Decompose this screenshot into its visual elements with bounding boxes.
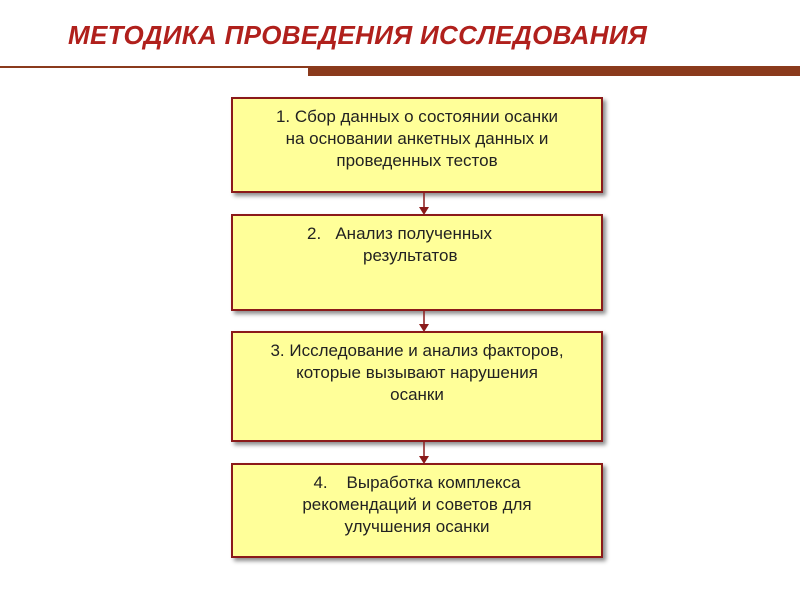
step-1-line-3: проведенных тестов bbox=[336, 151, 498, 170]
step-box-2 bbox=[231, 214, 603, 311]
step-4-line-1: 4. Выработка комплекса bbox=[313, 473, 521, 492]
step-box-4 bbox=[231, 463, 603, 558]
step-box-3 bbox=[231, 331, 603, 442]
step-4-line-3: улучшения осанки bbox=[344, 517, 490, 536]
slide-title: МЕТОДИКА ПРОВЕДЕНИЯ ИССЛЕДОВАНИЯ bbox=[68, 20, 648, 50]
step-box-1 bbox=[231, 97, 603, 193]
step-2-line-2: результатов bbox=[363, 246, 458, 265]
title-underline-thick bbox=[308, 68, 800, 76]
step-1-line-2: на основании анкетных данных и bbox=[285, 129, 549, 148]
step-4-line-2: рекомендаций и советов для bbox=[302, 495, 532, 514]
step-3-line-2: которые вызывают нарушения bbox=[296, 363, 538, 382]
step-3-line-1: 3. Исследование и анализ факторов, bbox=[270, 341, 564, 360]
arrow-connector-3 bbox=[418, 442, 430, 464]
arrow-connector-2 bbox=[418, 311, 430, 332]
arrow-connector-1 bbox=[418, 193, 430, 215]
step-1-line-1: 1. Сбор данных о состоянии осанки bbox=[275, 107, 559, 126]
step-3-line-3: осанки bbox=[390, 385, 444, 404]
step-2-line-1: 2. Анализ полученных bbox=[307, 224, 492, 243]
